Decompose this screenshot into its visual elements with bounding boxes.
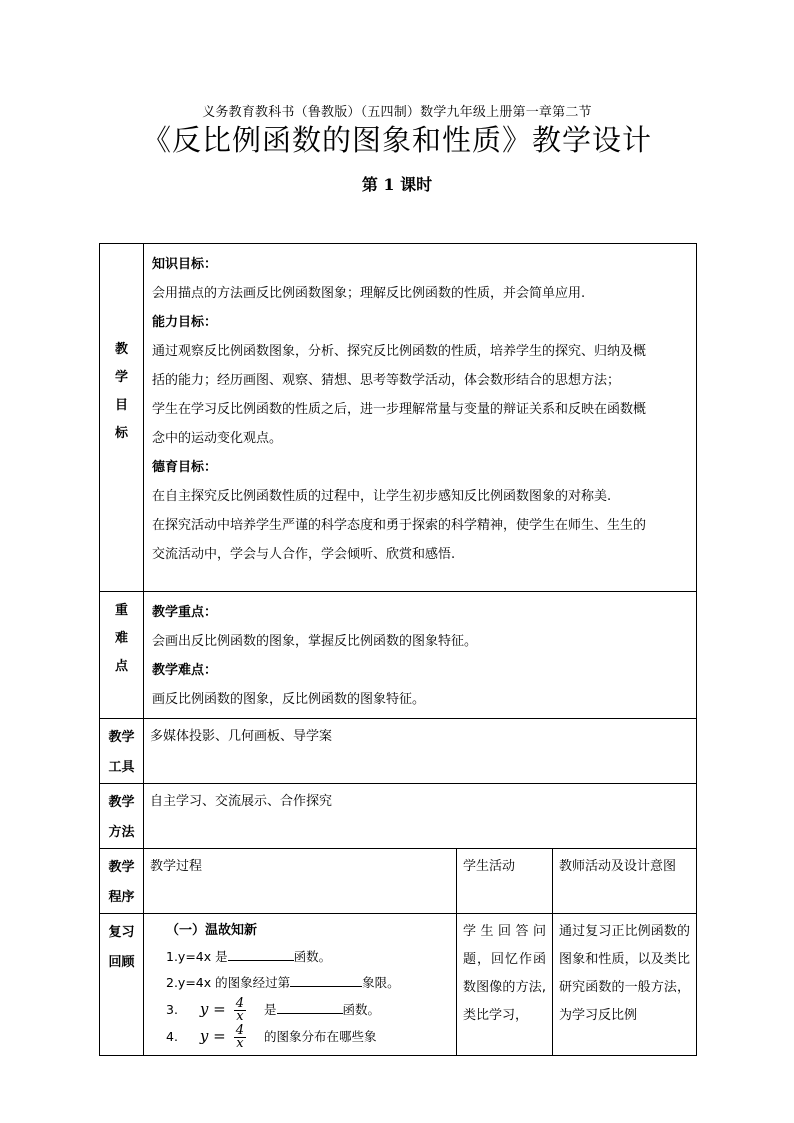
fraction — [234, 998, 246, 1023]
procedure-header-row — [100, 849, 697, 914]
tools-content: 多媒体投影、几何画板、导学案 — [144, 719, 697, 784]
review-question-4 — [144, 1023, 456, 1050]
q2-prefix: 2.y=4x 的图象经过第 — [166, 975, 291, 990]
objectives-row — [100, 244, 697, 592]
review-question-1 — [144, 944, 456, 970]
moral-heading: 德育目标： — [152, 460, 218, 475]
q3-end: 函数。 — [342, 1002, 381, 1017]
methods-label — [100, 784, 144, 849]
methods-row — [100, 784, 697, 849]
fraction-numerator: 4 — [235, 996, 244, 1011]
review-question-2 — [144, 970, 456, 996]
key-points-label — [100, 592, 144, 719]
objectives-label-text: 教 学 目 标 — [114, 342, 128, 441]
q1-prefix: 1.y=4x 是 — [166, 949, 228, 964]
ability-line: 通过观察反比例函数图象，分析、探究反比例函数的性质，培养学生的探究、归纳及概 — [152, 344, 647, 359]
focus-text: 会画出反比例函数的图象，掌握反比例函数的图象特征。 — [152, 634, 478, 649]
difficulty-heading: 教学难点： — [152, 663, 218, 678]
lesson-number: 第 1 课时 — [361, 175, 433, 194]
review-process-cell — [144, 914, 457, 1056]
ability-line: 括的能力；经历画图、观察、猜想、思考等数学活动，体会数形结合的思想方法； — [152, 373, 621, 388]
methods-content: 自主学习、交流展示、合作探究 — [144, 784, 697, 849]
fraction-numerator: 4 — [235, 1023, 244, 1038]
review-label-text: 复习 回顾 — [108, 925, 135, 970]
ability-line: 念中的运动变化观点。 — [152, 431, 283, 446]
procedure-label — [100, 849, 144, 914]
review-label — [100, 914, 144, 1056]
moral-line: 在探究活动中培养学生严谨的科学态度和勇于探索的科学精神，使学生在师生、生生的 — [152, 518, 647, 533]
key-points-label-text: 重 难 点 — [114, 603, 128, 674]
fraction — [234, 1025, 246, 1050]
review-row — [100, 914, 697, 1056]
procedure-label-text: 教学 程序 — [108, 860, 135, 905]
formula-y: y = — [199, 1027, 226, 1045]
column-header-process: 教学过程 — [144, 849, 457, 914]
difficulty-text: 画反比例函数的图象，反比例函数的图象特征。 — [152, 692, 426, 707]
ability-heading: 能力目标： — [152, 315, 218, 330]
moral-line: 在自主探究反比例函数性质的过程中，让学生初步感知反比例函数图象的对称美. — [152, 489, 612, 504]
formula-y: y = — [199, 1000, 226, 1018]
lesson-plan-table — [99, 243, 697, 1056]
answer-blank — [290, 974, 362, 987]
review-student-activity: 学生回答问题，回忆作函数图像的方法,类比学习， — [457, 914, 553, 1056]
tools-label — [100, 719, 144, 784]
q3-suffix: 是 — [263, 1002, 277, 1017]
q2-suffix: 象限。 — [362, 975, 400, 990]
answer-blank — [228, 948, 294, 961]
q3-number: 3. — [166, 1002, 178, 1017]
methods-label-text: 教学 方法 — [108, 795, 135, 840]
document-subtitle: 义务教育教科书（鲁教版）（五四制）数学九年级上册第一章第二节 — [202, 105, 592, 120]
fraction-denominator: x — [236, 1009, 244, 1024]
fraction-denominator: x — [236, 1036, 244, 1051]
q4-number: 4. — [166, 1029, 178, 1044]
review-question-3 — [144, 996, 456, 1023]
review-teacher-activity: 通过复习正比例函数的图象和性质，以及类比研究函数的一般方法，为学习反比例 — [553, 914, 697, 1056]
review-section-title: （一）温故知新 — [166, 923, 258, 938]
key-points-row — [100, 592, 697, 719]
tools-label-text: 教学 工具 — [108, 730, 135, 775]
key-points-content — [144, 592, 697, 719]
q1-suffix: 函数。 — [293, 949, 332, 964]
answer-blank — [277, 1001, 343, 1014]
knowledge-line: 会用描点的方法画反比例函数图象；理解反比例函数的性质，并会简单应用. — [152, 286, 586, 301]
moral-line: 交流活动中，学会与人合作，学会倾听、欣赏和感悟. — [152, 547, 456, 562]
knowledge-heading: 知识目标： — [152, 257, 218, 272]
document-title: 《反比例函数的图象和性质》教学设计 — [141, 123, 652, 157]
column-header-teacher: 教师活动及设计意图 — [553, 849, 697, 914]
objectives-label — [100, 244, 144, 592]
ability-line: 学生在学习反比例函数的性质之后，进一步理解常量与变量的辩证关系和反映在函数概 — [152, 402, 647, 417]
q4-suffix: 的图象分布在哪些象 — [263, 1029, 377, 1044]
tools-row — [100, 719, 697, 784]
objectives-content — [144, 244, 697, 592]
focus-heading: 教学重点： — [152, 605, 218, 620]
column-header-student: 学生活动 — [457, 849, 553, 914]
